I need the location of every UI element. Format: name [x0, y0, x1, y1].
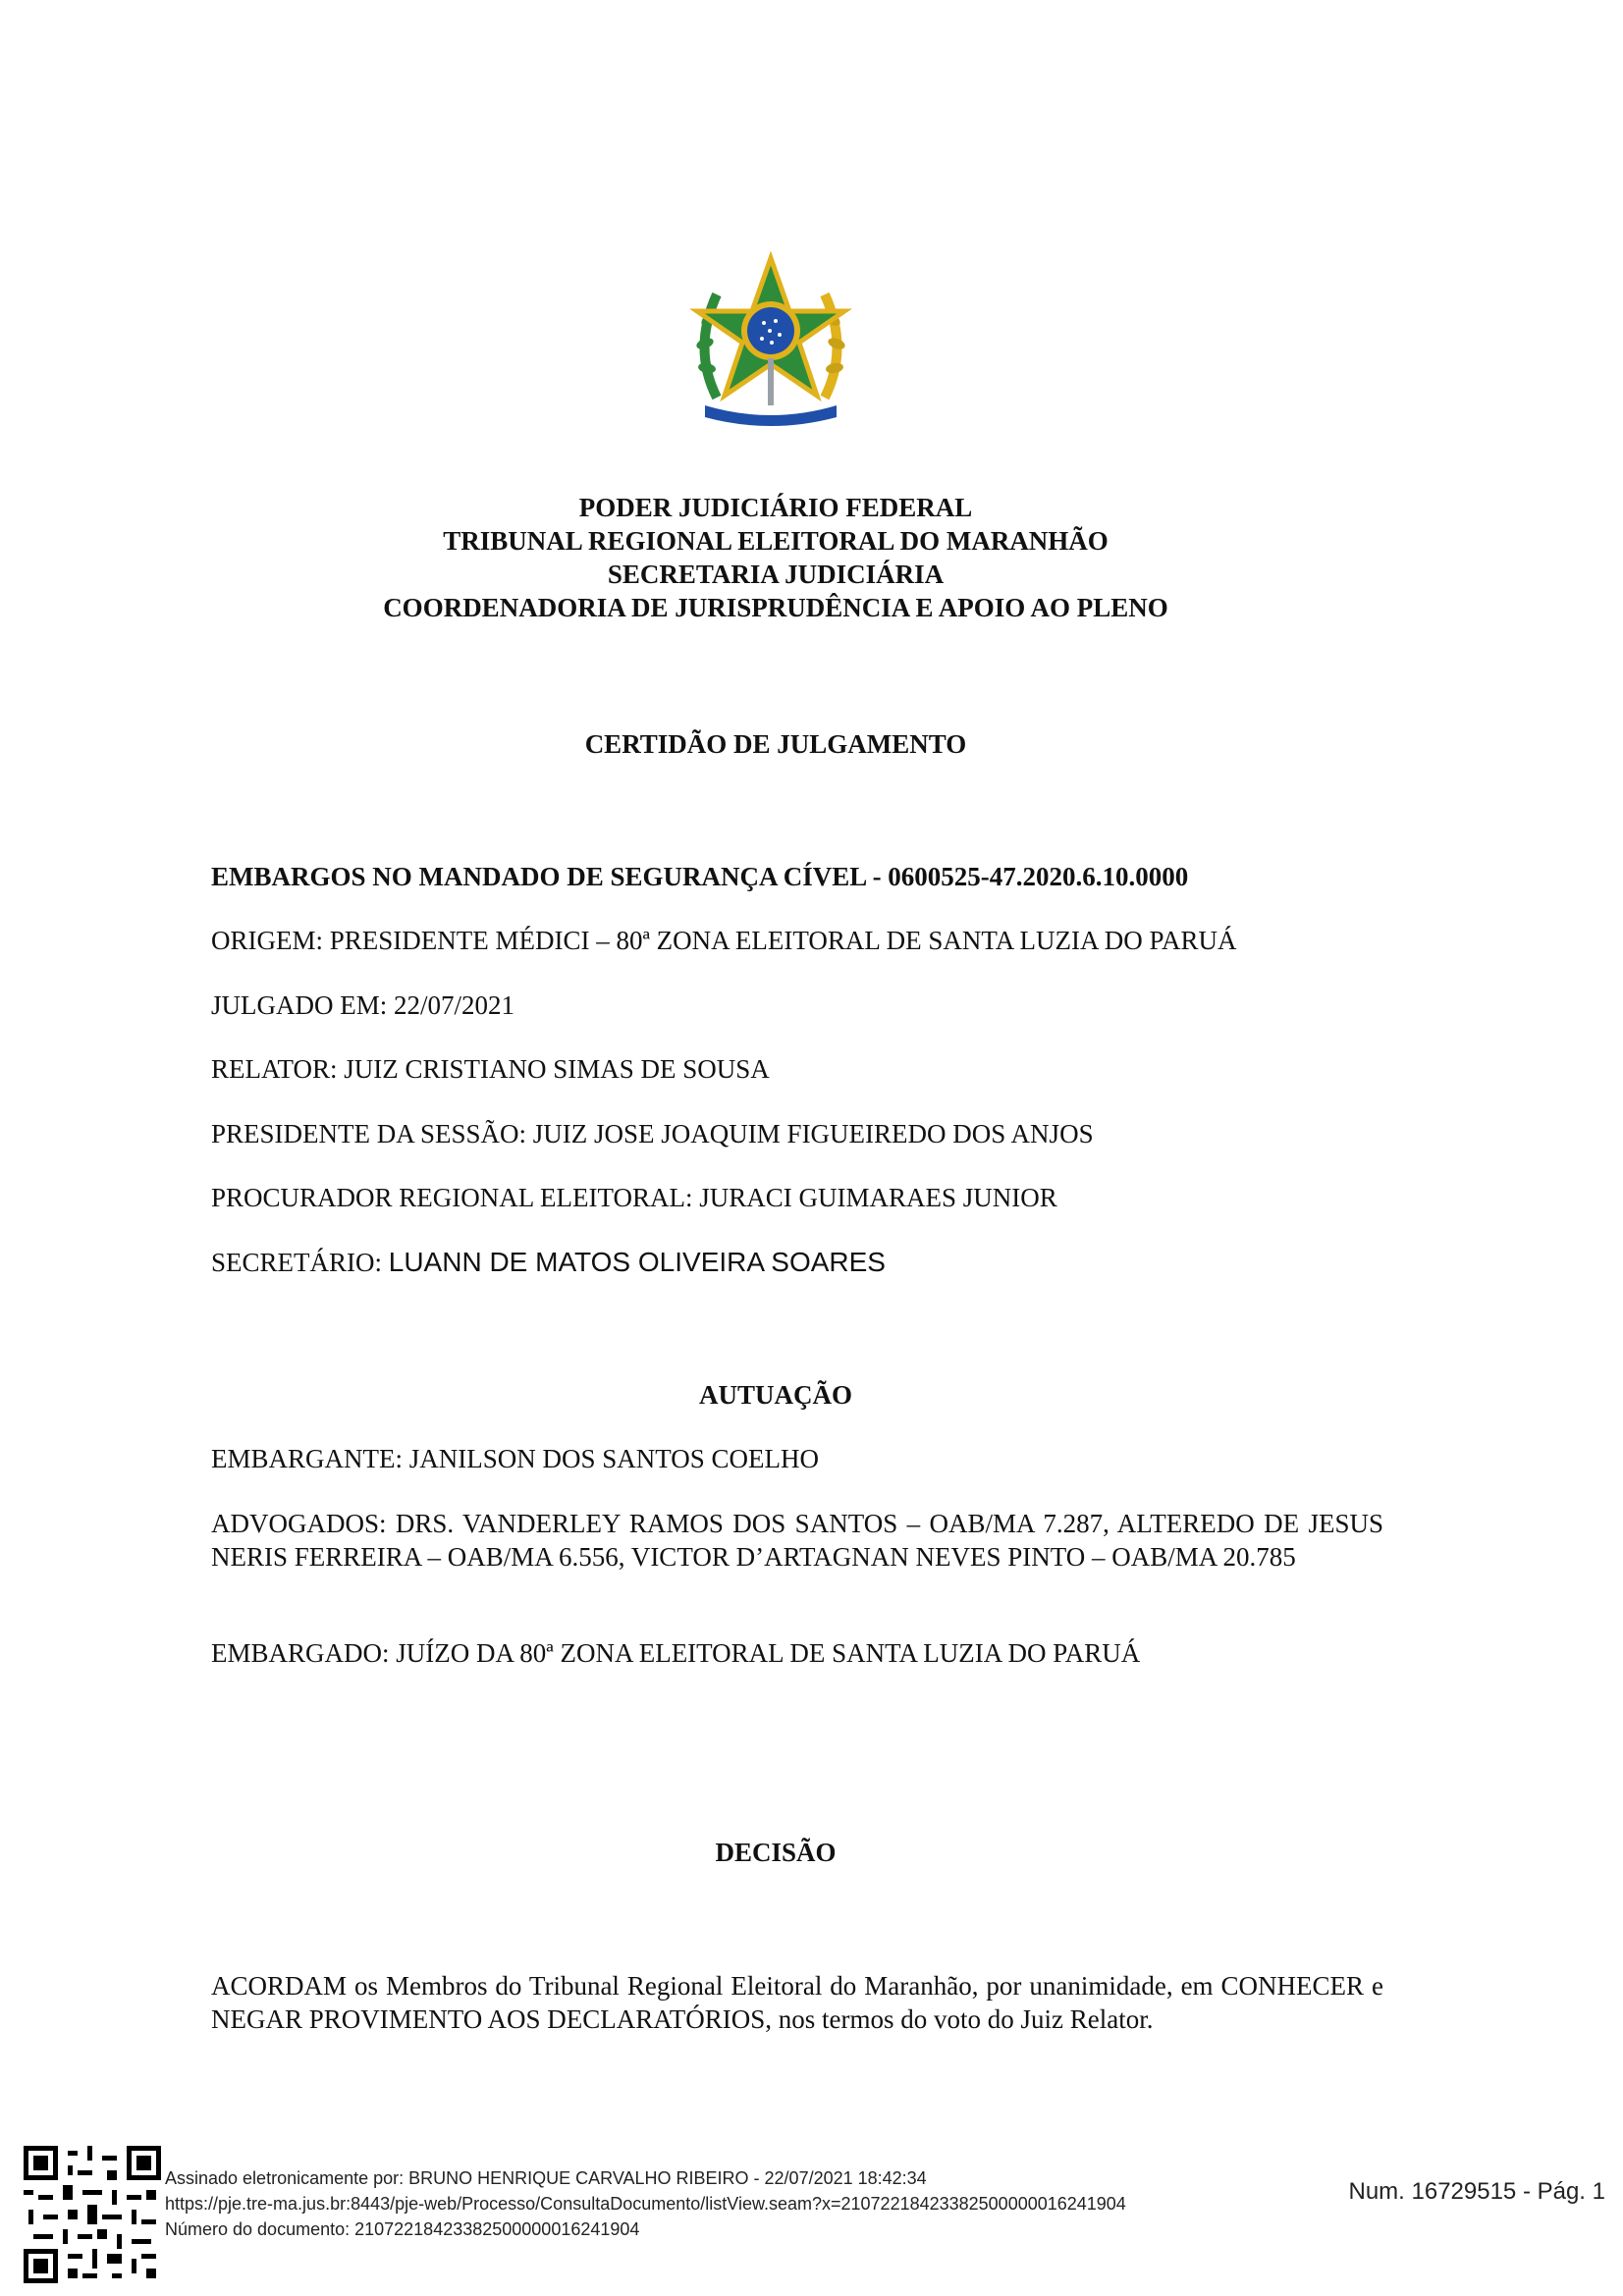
case-title: EMBARGOS NO MANDADO DE SEGURANÇA CÍVEL - 0600525-47.2020.6.10.0000 — [211, 862, 1189, 891]
autuacao-heading: AUTUAÇÃO — [698, 1380, 852, 1410]
header-line-2: TRIBUNAL REGIONAL ELEITORAL DO MARANHÃO — [443, 526, 1109, 556]
case-secretario — [211, 1246, 886, 1279]
header-line-4: COORDENADORIA DE JURISPRUDÊNCIA E APOIO AO PLENO — [383, 593, 1168, 622]
footer-signed: Assinado eletronicamente por: BRUNO HENRIQUE CARVALHO RIBEIRO - 22/07/2021 18:42:34 — [165, 2168, 927, 2188]
footer-docnum: Número do documento: 21072218423382500000016241904 — [165, 2219, 640, 2239]
embargado: EMBARGADO: JUÍZO DA 80ª ZONA ELEITORAL DE SANTA LUZIA DO PARUÁ — [211, 1638, 1141, 1668]
header-line-3: SECRETARIA JUDICIÁRIA — [607, 560, 945, 589]
footer-url[interactable]: https://pje.tre-ma.jus.br:8443/pje-web/Processo/ConsultaDocumento/listView.seam?x=21072218423382500000016241904 — [165, 2194, 1126, 2214]
secretario-label: SECRETÁRIO: — [211, 1248, 389, 1277]
case-origem: ORIGEM: PRESIDENTE MÉDICI – 80ª ZONA ELEITORAL DE SANTA LUZIA DO PARUÁ — [211, 926, 1237, 955]
advogados: ADVOGADOS: DRS. VANDERLEY RAMOS DOS SANTOS – OAB/MA 7.287, ALTEREDO DE JESUS NERIS FERREIRA – OAB/MA 6.556, VICTOR D’ARTAGNAN NEVES PINTO – OAB/MA 20.785 — [211, 1509, 1383, 1572]
decisao-text: ACORDAM os Membros do Tribunal Regional Eleitoral do Maranhão, por unanimidade, em CONHECER e NEGAR PROVIMENTO AOS DECLARATÓRIOS, nos termos do voto do Juiz Relator. — [211, 1971, 1383, 2034]
decisao-heading: DECISÃO — [715, 1838, 837, 1867]
case-presidente: PRESIDENTE DA SESSÃO: JUIZ JOSE JOAQUIM FIGUEIREDO DOS ANJOS — [211, 1119, 1094, 1148]
case-relator: RELATOR: JUIZ CRISTIANO SIMAS DE SOUSA — [211, 1054, 770, 1084]
document-title: CERTIDÃO DE JULGAMENTO — [584, 729, 967, 759]
embargante: EMBARGANTE: JANILSON DOS SANTOS COELHO — [211, 1444, 820, 1473]
coat-of-arms-icon — [687, 250, 854, 427]
header-line-1: PODER JUDICIÁRIO FEDERAL — [578, 493, 973, 522]
qr-code-icon — [24, 2146, 161, 2283]
case-julgado: JULGADO EM: 22/07/2021 — [211, 990, 514, 1020]
secretario-name: LUANN DE MATOS OLIVEIRA SOARES — [388, 1247, 886, 1277]
page-number: Num. 16729515 - Pág. 1 — [1348, 2178, 1605, 2205]
case-procurador: PROCURADOR REGIONAL ELEITORAL: JURACI GUIMARAES JUNIOR — [211, 1183, 1057, 1212]
